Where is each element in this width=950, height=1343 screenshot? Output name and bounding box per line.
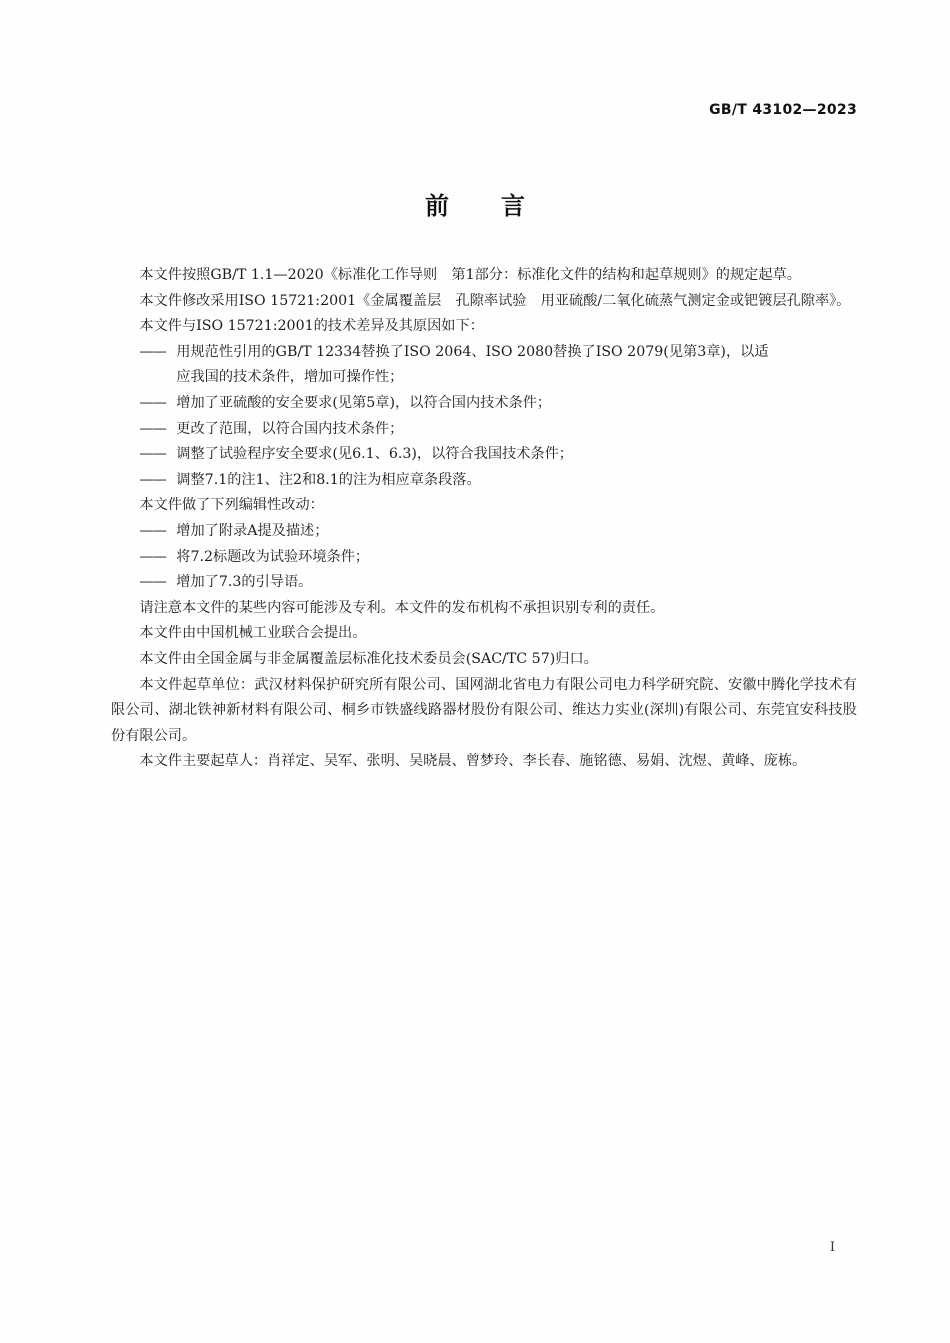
list-item-text: 将7.2标题改为试验环境条件； [176, 548, 370, 565]
dash-mark: —— [139, 420, 166, 437]
list-item-continuation: 应我国的技术条件，增加可操作性； [176, 369, 404, 386]
tech-diff-list [111, 340, 857, 494]
list-item-text: 用规范性引用的GB/T 12334替换了ISO 2064、ISO 2080替换了ISO 2079(见第3章)，以适 [176, 343, 769, 360]
foreword-body [111, 263, 857, 775]
list-item [111, 417, 857, 443]
list-item-text: 增加了附录A提及描述； [176, 522, 329, 539]
dash-mark: —— [139, 446, 166, 463]
dash-mark: —— [139, 548, 166, 565]
list-item [111, 340, 857, 391]
paragraph-adoption: 本文件修改采用ISO 15721:2001《金属覆盖层 孔隙率试验 用亚硫酸/二氧化硫蒸气测定金或钯镀层孔隙率》。 [139, 292, 851, 309]
list-item [111, 391, 857, 417]
standard-number: GB/T 43102—2023 [709, 102, 857, 118]
page-number: I [829, 1240, 835, 1255]
paragraph-tech-diff-intro: 本文件与ISO 15721:2001的技术差异及其原因如下： [139, 318, 484, 335]
list-item [111, 545, 857, 571]
dash-mark: —— [139, 471, 166, 488]
paragraph-drafting-organizations: 本文件起草单位：武汉材料保护研究所有限公司、国网湖北省电力有限公司电力科学研究院、安徽中腾化学技术有限公司、湖北铁神新材料有限公司、桐乡市铁盛线路器材股份有限公司、维达力实业(深圳)有限公司、东莞宜安科技股份有限公司。 [111, 676, 857, 744]
list-item [111, 570, 857, 596]
list-item-text: 增加了亚硫酸的安全要求(见第5章)，以符合国内技术条件； [176, 394, 552, 411]
dash-mark: —— [139, 522, 166, 539]
list-item [111, 468, 857, 494]
list-item-text: 调整7.1的注1、注2和8.1的注为相应章条段落。 [176, 471, 481, 488]
list-item [111, 442, 857, 468]
dash-mark: —— [139, 394, 166, 411]
paragraph-patent-notice: 请注意本文件的某些内容可能涉及专利。本文件的发布机构不承担识别专利的责任。 [139, 599, 665, 616]
dash-mark: —— [139, 574, 166, 591]
dash-mark: —— [139, 343, 166, 360]
edit-changes-list [111, 519, 857, 596]
paragraph-edit-changes-intro: 本文件做了下列编辑性改动： [139, 497, 324, 514]
list-item-text: 增加了7.3的引导语。 [176, 574, 313, 591]
list-item [111, 519, 857, 545]
paragraph-proposer: 本文件由中国机械工业联合会提出。 [139, 625, 367, 642]
list-item-text: 更改了范围，以符合国内技术条件； [176, 420, 404, 437]
paragraph-drafters: 本文件主要起草人：肖祥定、吴军、张明、吴晓晨、曾梦玲、李长春、施铭德、易娟、沈煜、黄峰、庞栋。 [139, 753, 807, 770]
page-title: 前言 [425, 192, 577, 220]
paragraph-drafting-rules: 本文件按照GB/T 1.1—2020《标准化工作导则 第1部分：标准化文件的结构和起草规则》的规定起草。 [139, 267, 801, 283]
list-item-text: 调整了试验程序安全要求(见6.1、6.3)，以符合我国技术条件； [176, 446, 573, 463]
paragraph-technical-committee: 本文件由全国金属与非金属覆盖层标准化技术委员会(SAC/TC 57)归口。 [139, 650, 598, 667]
